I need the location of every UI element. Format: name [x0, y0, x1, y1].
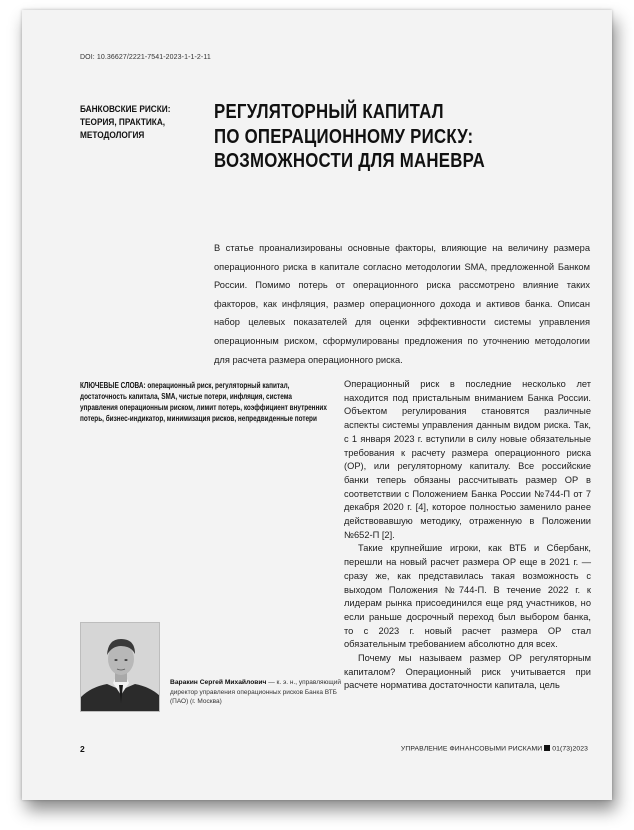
journal-page — [22, 10, 612, 800]
author-portrait-image — [81, 623, 160, 712]
journal-issue: 01(73)2023 — [552, 745, 588, 753]
section-rubric — [80, 103, 192, 143]
rubric-line: ТЕОРИЯ, ПРАКТИКА, — [80, 117, 166, 129]
journal-name: УПРАВЛЕНИЕ ФИНАНСОВЫМИ РИСКАМИ — [400, 745, 543, 753]
article-abstract: В статье проанализированы основные факторы, влияющие на величину размера операционного риска в капитале согласно методологии SMA, предложенной Банком России. Помимо потерь от операционного риска рассмотрено влияние таких факторов, как инфляция, размер операционного дохода и активов банка. Описан набор целевых показателей для оценки эффективности системы управления операционным риском, сформулированы предложения по уточнению методологии для расчета размера операционного риска. — [214, 243, 590, 365]
author-details: — к. э. н., управляющий директор управления операционных рисков Банка ВТБ (ПАО) (г. Москва) — [170, 679, 342, 706]
title-line: ВОЗМОЖНОСТИ ДЛЯ МАНЕВРА — [214, 150, 486, 172]
body-paragraph: Такие крупнейшие игроки, как ВТБ и Сбербанк, перешли на новый расчет размера ОР еще в 2021 г. — сразу же, как представилась такая возможность с выходом Положения №744-П. В течение 2022 г. к лидерам рынка присоединился еще ряд участников, но если раньше досрочный переход был выбором банка, то с 2023 г. новый расчет размера ОР стал обязательным требованием абсолютно для всех. — [344, 543, 591, 650]
author-photo — [80, 622, 160, 712]
body-paragraph: Операционный риск в последние несколько лет находится под пристальным вниманием Банка России. Объектом регулирования становятся различные аспекты системы управления данным видом риска. Так, с 1 января 2023 г. вступили в силу новые обязательные требования к расчету размера операционного риска (ОР), или регуляторному капиталу. Все российские банки теперь обязаны рассчитывать размер ОР в соответствии с Положением Банка России №744-П от 7 декабря 2020 г. [4], которое полностью заменило ранее действовавшую методику, отраженную в Положении №652-П [2]. — [344, 379, 591, 540]
square-separator-icon — [544, 745, 550, 751]
body-paragraph: Почему мы называем размер ОР регуляторным капиталом? Операционный риск учитывается при расчете норматива достаточности капитала, цель — [344, 653, 591, 691]
rubric-line: МЕТОДОЛОГИЯ — [80, 130, 145, 142]
keywords-text: операционный риск, регуляторный капитал, достаточность капитала, SMA, чистые потери, инфляция, система управления операционным риском, лимит потерь, коэффициент внутренних потерь, бизнес-индикатор, минимизация рисков, непредвиденные потери — [80, 381, 327, 424]
keywords-block — [80, 380, 330, 424]
doi-line: DOI: 10.36627/2221-7541-2023-1-1-2-11 — [80, 54, 211, 61]
keywords-label: КЛЮЧЕВЫЕ СЛОВА: — [80, 381, 146, 390]
rubric-line: БАНКОВСКИЕ РИСКИ: — [80, 104, 171, 115]
article-title — [214, 100, 550, 174]
article-body — [344, 378, 591, 693]
journal-footer — [401, 745, 588, 753]
title-line: РЕГУЛЯТОРНЫЙ КАПИТАЛ — [214, 101, 444, 123]
author-caption — [170, 678, 352, 707]
page-number: 2 — [80, 744, 85, 754]
author-name: Варакин Сергей Михайлович — [170, 679, 267, 686]
title-line: ПО ОПЕРАЦИОННОМУ РИСКУ: — [214, 125, 474, 148]
